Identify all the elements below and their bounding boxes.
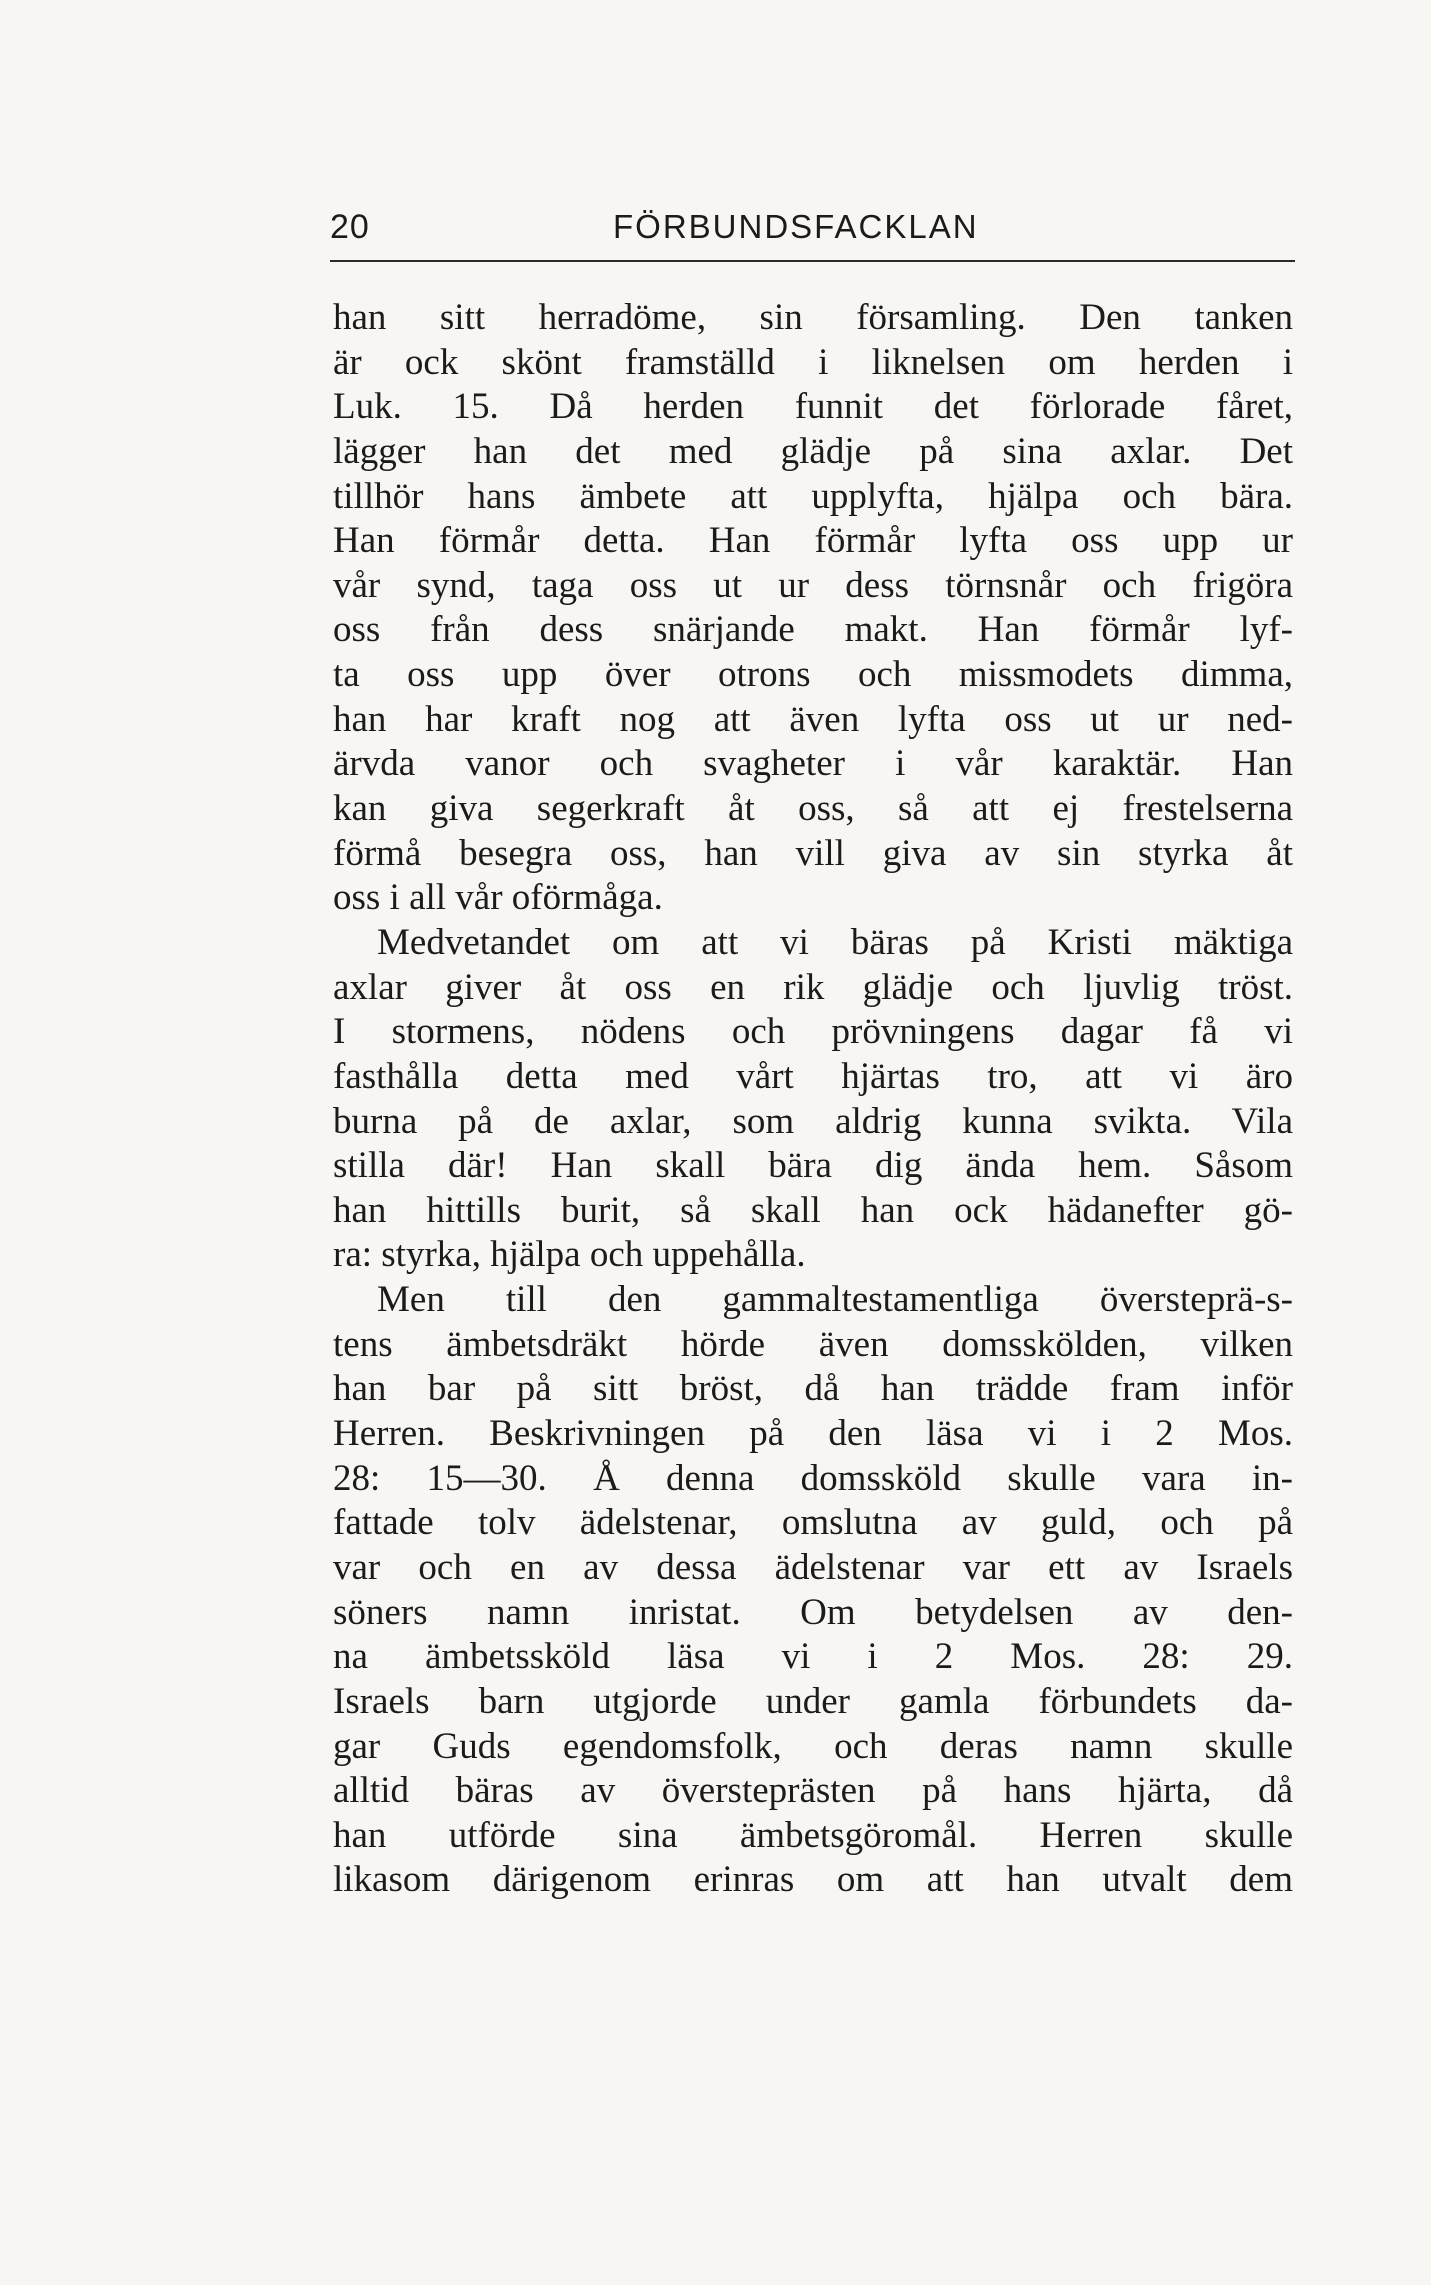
text-line: ra: styrka, hjälpa och uppehålla. (333, 1234, 806, 1276)
text-line: han hittills burit, så skall han ock hädanefter gö- (333, 1189, 1293, 1231)
body-text (333, 296, 1293, 1903)
text-line: likasom därigenom erinras om att han utvalt dem (333, 1859, 1293, 1901)
text-line: söners namn inristat. Om betydelsen av den- (333, 1591, 1293, 1633)
text-line: ärvda vanor och svagheter i vår karaktär. Han (333, 743, 1293, 785)
text-line: han bar på sitt bröst, då han trädde fram inför (333, 1368, 1293, 1410)
text-line: han har kraft nog att även lyfta oss ut ur ned- (333, 698, 1293, 740)
text-line: I stormens, nödens och prövningens dagar få vi (333, 1011, 1293, 1053)
text-line: tens ämbetsdräkt hörde även domsskölden, vilken (333, 1323, 1293, 1365)
text-line: var och en av dessa ädelstenar var ett av Israels (333, 1546, 1293, 1588)
text-line: stilla där! Han skall bära dig ända hem. Såsom (333, 1145, 1293, 1187)
text-line: alltid bäras av översteprästen på hans hjärta, då (333, 1770, 1293, 1812)
text-line: fasthålla detta med vårt hjärtas tro, att vi äro (333, 1055, 1293, 1097)
text-line: oss i all vår oförmåga. (333, 877, 663, 919)
text-line: lägger han det med glädje på sina axlar. Det (333, 430, 1293, 472)
page-header (330, 200, 1295, 262)
text-line: 28: 15—30. Å denna domssköld skulle vara in- (333, 1457, 1293, 1499)
text-line: axlar giver åt oss en rik glädje och ljuvlig tröst. (333, 966, 1293, 1008)
text-line: ta oss upp över otrons och missmodets dimma, (333, 654, 1293, 696)
text-line: Israels barn utgjorde under gamla förbundets da- (333, 1680, 1293, 1722)
text-line: Han förmår detta. Han förmår lyfta oss upp ur (333, 520, 1293, 562)
text-line: oss från dess snärjande makt. Han förmår lyf- (333, 609, 1293, 651)
text-line: na ämbetssköld läsa vi i 2 Mos. 28: 29. (333, 1636, 1293, 1678)
text-line: är ock skönt framställd i liknelsen om herden i (333, 341, 1293, 383)
text-line: han sitt herradöme, sin församling. Den tanken (333, 297, 1293, 338)
text-line: gar Guds egendomsfolk, och deras namn skulle (333, 1725, 1293, 1767)
text-line: vår synd, taga oss ut ur dess törnsnår och frigöra (333, 564, 1293, 606)
running-title: FÖRBUNDSFACKLAN (613, 208, 979, 245)
text-line: Herren. Beskrivningen på den läsa vi i 2 Mos. (333, 1413, 1293, 1455)
text-line: förmå besegra oss, han vill giva av sin styrka åt (333, 832, 1293, 874)
text-line: Medvetandet om att vi bäras på Kristi mäktiga (377, 921, 1293, 963)
text-line: Luk. 15. Då herden funnit det förlorade fåret, (333, 386, 1293, 428)
text-line: fattade tolv ädelstenar, omslutna av guld, och på (333, 1502, 1293, 1544)
text-line: kan giva segerkraft åt oss, så att ej frestelserna (333, 788, 1293, 830)
text-line: tillhör hans ämbete att upplyfta, hjälpa och bära. (333, 475, 1293, 517)
text-line: han utförde sina ämbetsgöromål. Herren skulle (333, 1814, 1293, 1856)
text-line: Men till den gammaltestamentliga översteprä-s- (377, 1279, 1293, 1321)
text-line: burna på de axlar, som aldrig kunna svikta. Vila (333, 1100, 1293, 1142)
page-number: 20 (330, 208, 370, 246)
